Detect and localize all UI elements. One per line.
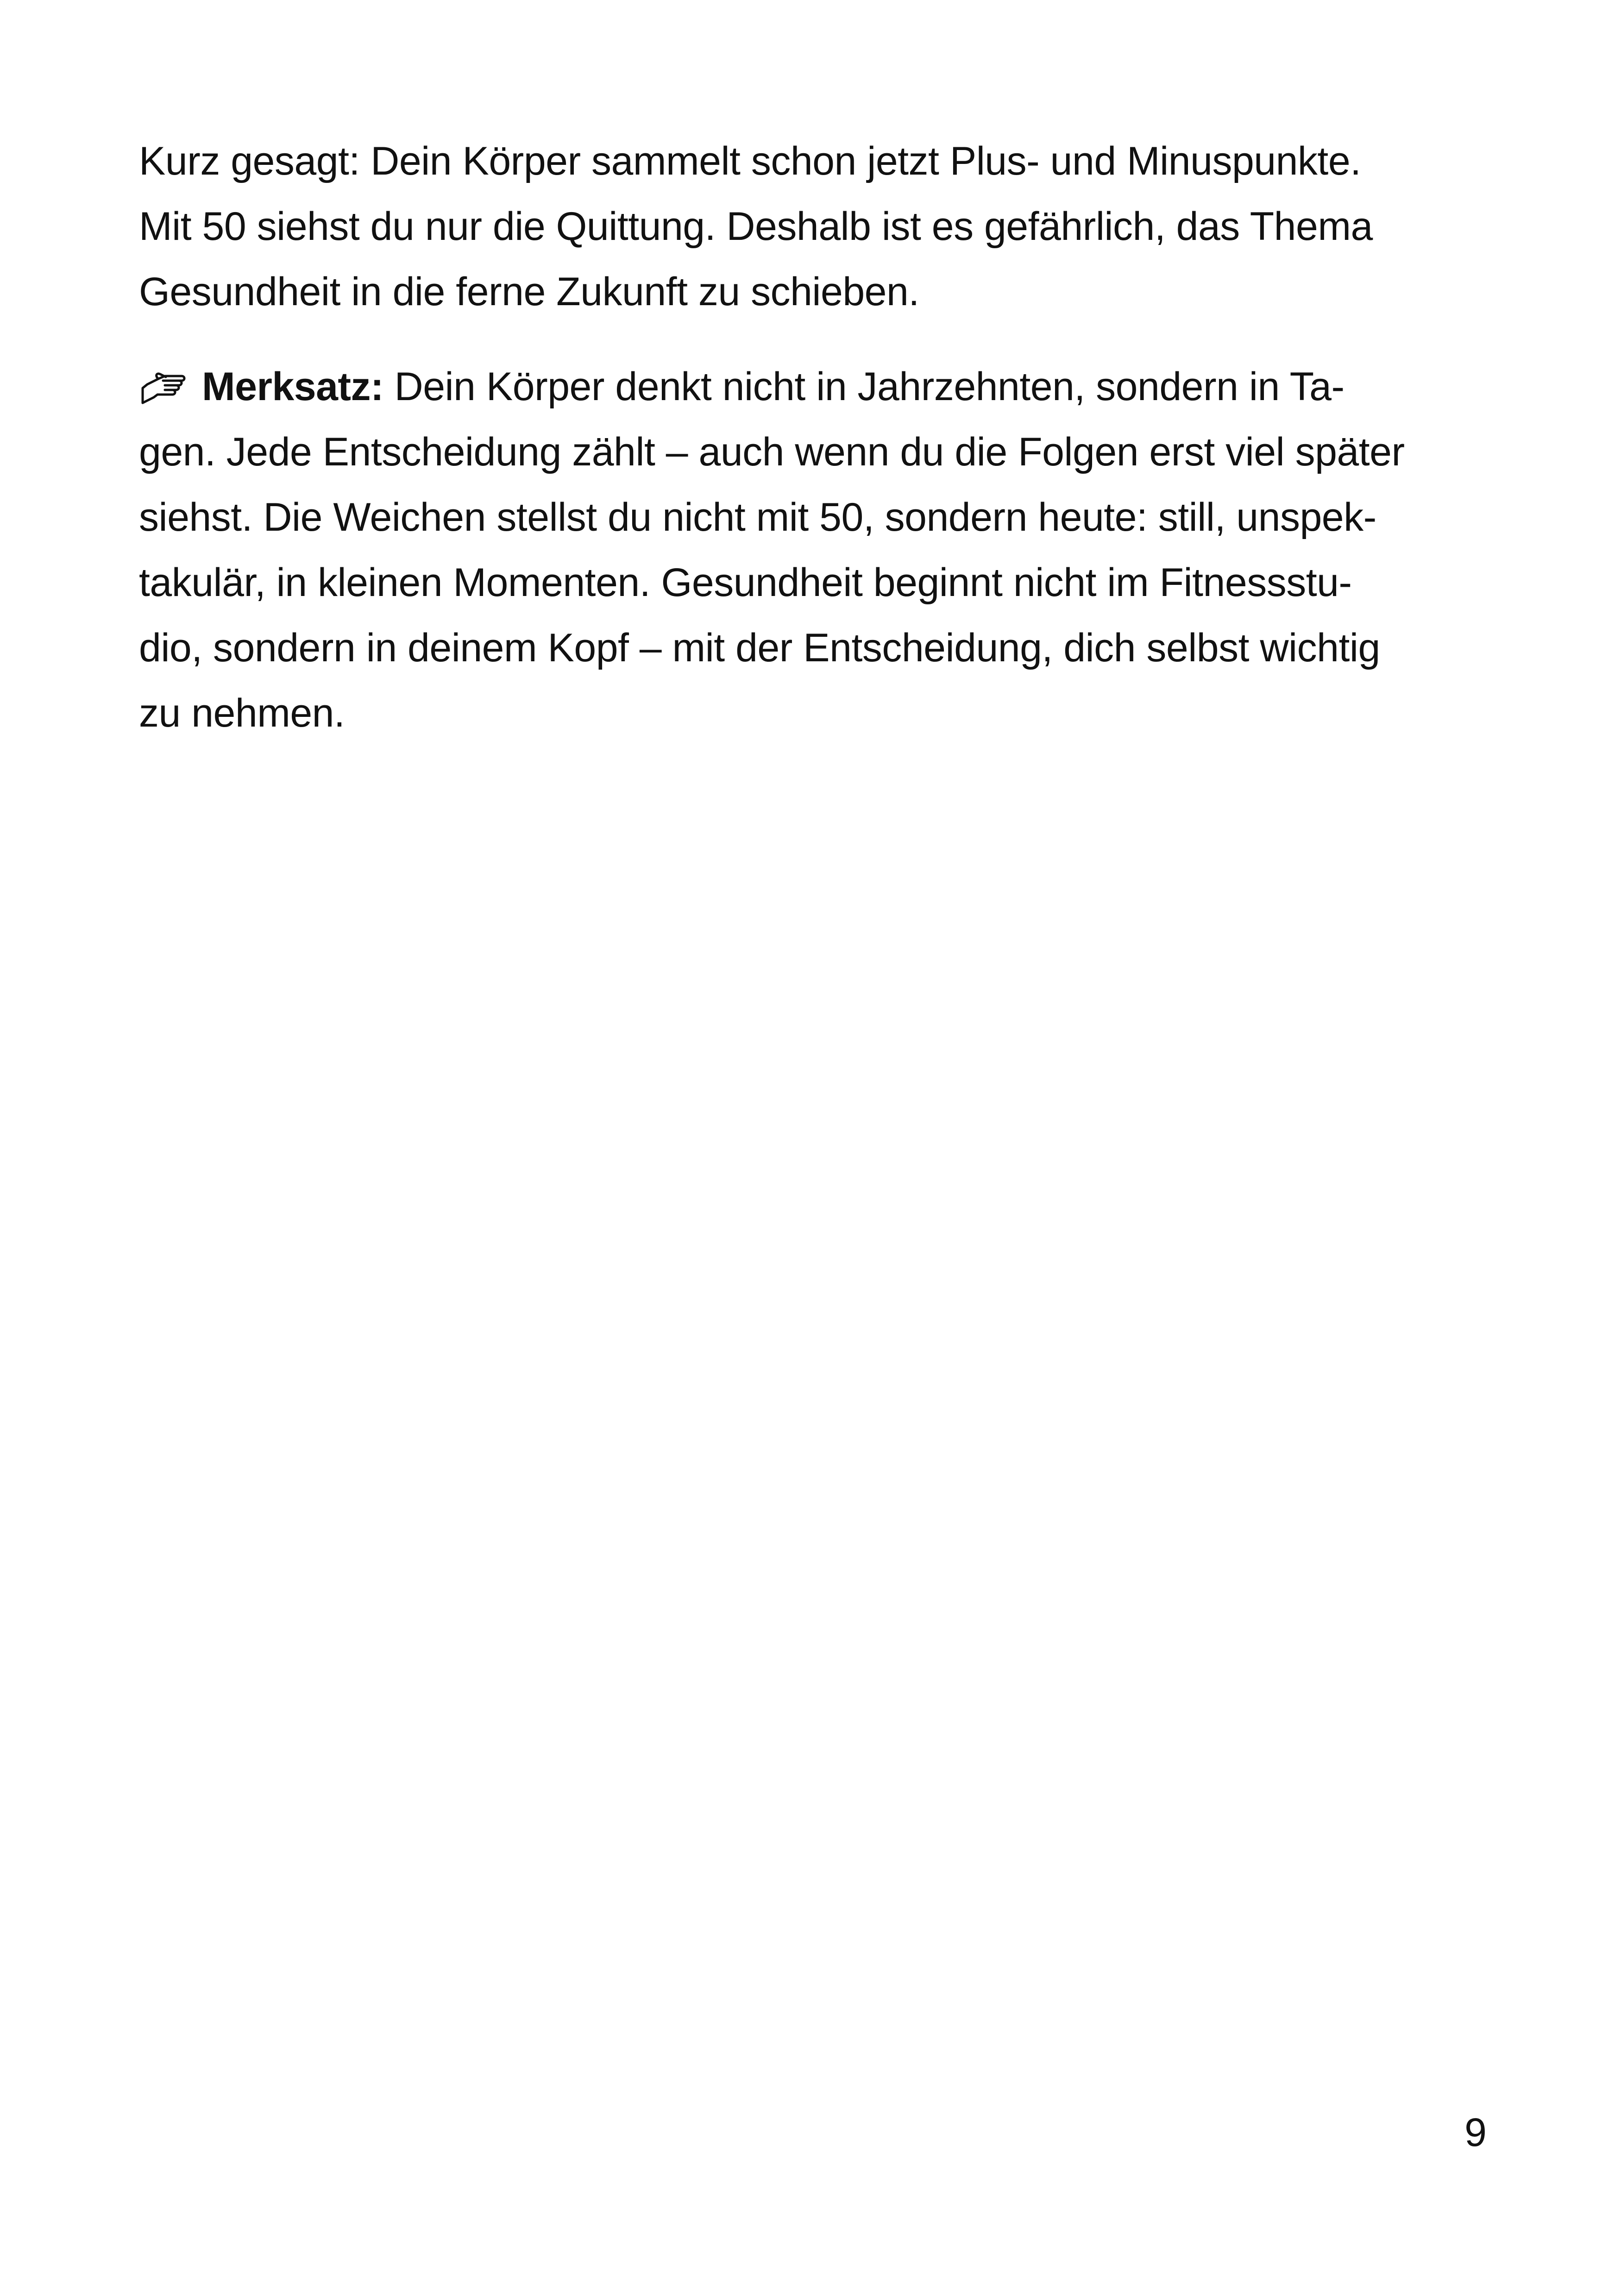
note-paragraph: [139, 354, 1501, 746]
note-line: siehst. Die Weichen stellst du nicht mit 50, sondern heute: still, unspek-: [139, 495, 1376, 539]
paragraph-line: Gesundheit in die ferne Zukunft zu schieben.: [139, 270, 919, 314]
paragraph-spacer: [139, 325, 1501, 354]
note-first-line: [139, 354, 1501, 420]
note-line: zu nehmen.: [139, 691, 345, 735]
note-line: gen. Jede Entscheidung zählt – auch wenn du die Folgen erst viel später: [139, 430, 1405, 474]
paragraph-line: Kurz gesagt: Dein Körper sammelt schon jetzt Plus- und Minuspunkte.: [139, 139, 1361, 183]
note-label: Merksatz:: [202, 364, 384, 409]
pointing-hand-icon: [139, 361, 190, 400]
note-line: dio, sondern in deinem Kopf – mit der Entscheidung, dich selbst wichtig: [139, 626, 1380, 670]
body-paragraph: [139, 129, 1501, 325]
page-number: 9: [1464, 2110, 1487, 2155]
page-content: [139, 129, 1501, 746]
note-line: takulär, in kleinen Momenten. Gesundheit beginnt nicht im Fitnessstu-: [139, 560, 1352, 605]
paragraph-line: Mit 50 siehst du nur die Quittung. Deshalb ist es gefährlich, das Thema: [139, 204, 1373, 249]
note-text: Dein Körper denkt nicht in Jahrzehnten, sondern in Ta-: [394, 364, 1345, 409]
